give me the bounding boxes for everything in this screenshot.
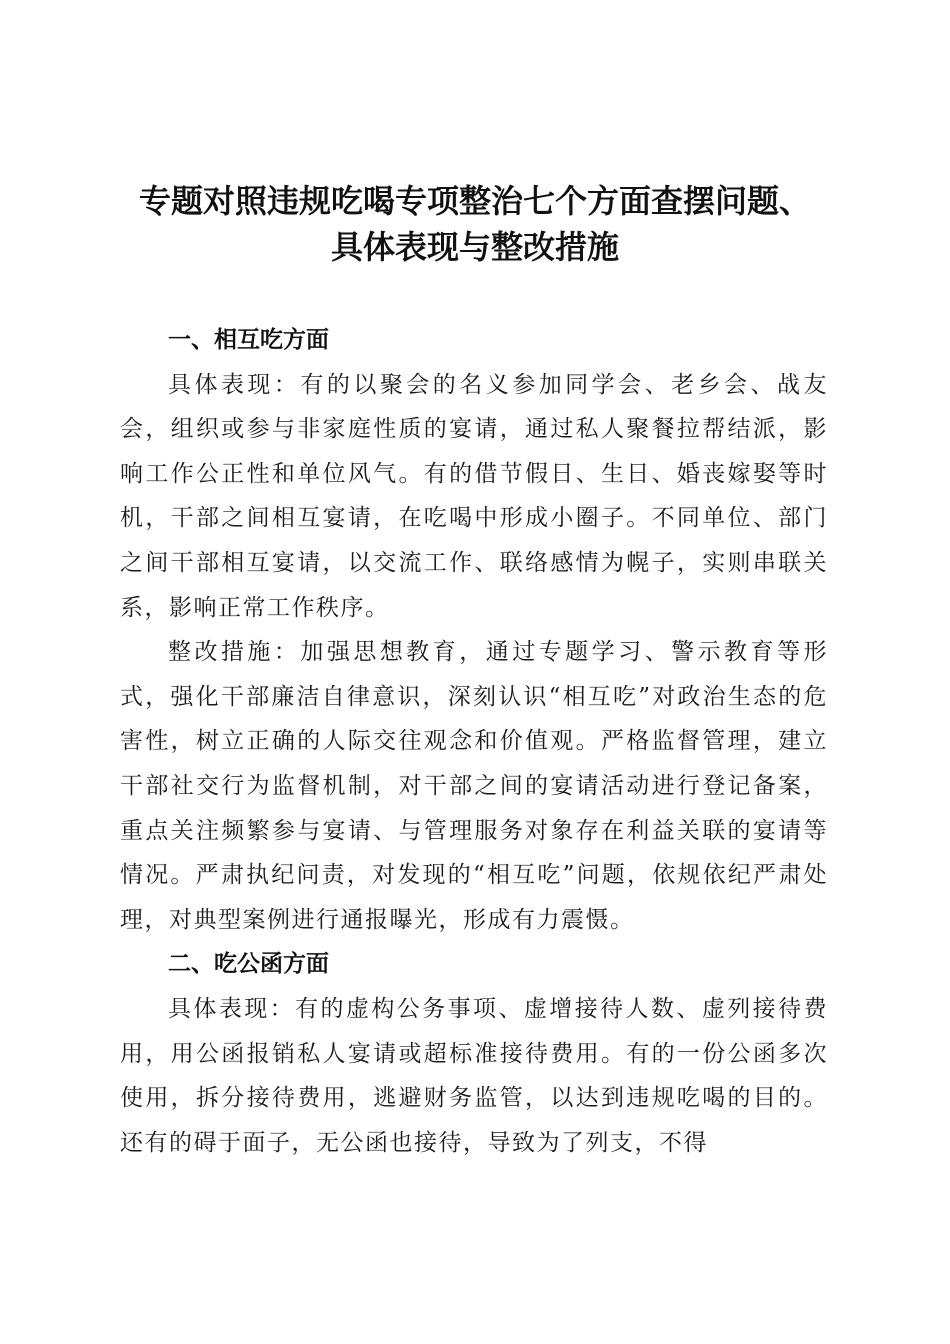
paragraph-mutual-dining-rectification: 整改措施：加强思想教育，通过专题学习、警示教育等形式，强化干部廉洁自律意识，深刻认识“相互吃”对政治生态的危害性，树立正确的人际交往观念和价值观。严格监督管理，建立干部社交行为监督机制，对干部之间的宴请活动进行登记备案，重点关注频繁参与宴请、与管理服务对象存在利益关联的宴请等情况。严肃执纪问责，对发现的“相互吃”问题，依规依纪严肃处理，对典型案例进行通报曝光，形成有力震慑。 [120,639,828,933]
paragraph-official-letter-dining-manifestations: 具体表现：有的虚构公务事项、虚增接待人数、虚列接待费用，用公函报销私人宴请或超标准接待费用。有的一份公函多次使用，拆分接待费用，逃避财务监管，以达到违规吃喝的目的。还有的碍于面子，无公函也接待，导致为了列支，不得 [120,995,828,1156]
section-heading-official-letter-dining: 二、吃公函方面 [168,951,329,978]
section-heading-mutual-dining: 一、相互吃方面 [168,327,329,353]
paragraph-mutual-dining-manifestations: 具体表现：有的以聚会的名义参加同学会、老乡会、战友会，组织或参与非家庭性质的宴请，通过私人聚餐拉帮结派，影响工作公正性和单位风气。有的借节假日、生日、婚丧嫁娶等时机，干部之间相互宴请，在吃喝中形成小圈子。不同单位、部门之间干部相互宴请，以交流工作、联络感情为幌子，实则串联关系，影响正常工作秩序。 [120,371,828,621]
document-title-line-2: 具体表现与整改措施 [330,228,619,266]
document-body [120,318,828,1165]
document-title-line-1: 专题对照违规吃喝专项整治七个方面查摆问题、 [138,182,811,220]
document-title [100,178,850,270]
